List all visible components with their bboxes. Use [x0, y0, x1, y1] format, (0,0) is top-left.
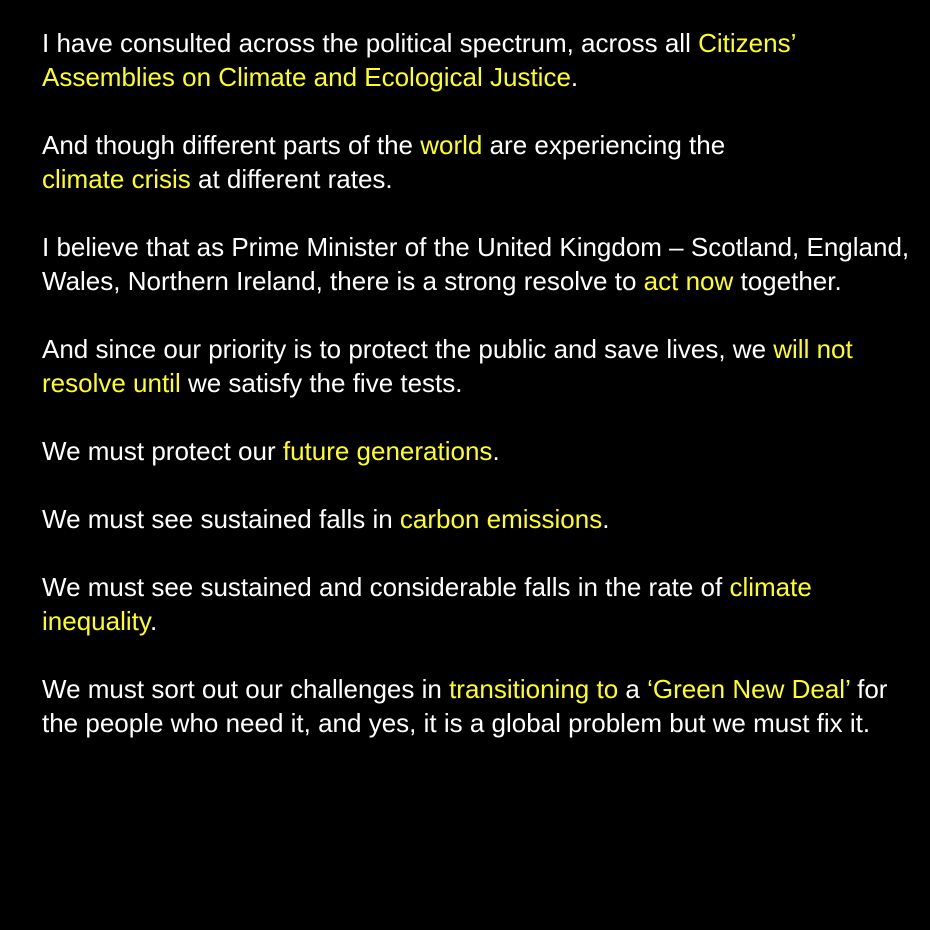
text-segment: And since our priority is to protect the public and save lives, we — [42, 334, 774, 364]
text-segment: We must protect our — [42, 436, 283, 466]
highlighted-phrase: climate inequality — [42, 572, 812, 636]
text-segment: . — [570, 62, 579, 92]
text-segment: a — [618, 674, 648, 704]
text-segment: We must see sustained falls in — [42, 504, 400, 534]
highlighted-phrase: ‘Green New Deal’ — [647, 674, 850, 704]
paragraph-5 — [42, 434, 912, 468]
highlighted-phrase: carbon emissions — [399, 504, 603, 534]
text-segment: We must sort out our challenges in — [42, 674, 450, 704]
paragraph-4 — [42, 332, 912, 400]
highlighted-phrase: will not resolve until — [42, 334, 853, 398]
paragraph-1 — [42, 26, 912, 94]
text-segment: together. — [733, 266, 842, 296]
highlighted-phrase: climate crisis — [42, 164, 191, 194]
highlighted-phrase: future generations — [282, 436, 493, 466]
paragraph-6 — [42, 502, 912, 536]
highlighted-phrase: transitioning to — [449, 674, 619, 704]
text-segment: for the people who need it, and yes, it is a global problem but we must fix it. — [42, 674, 888, 738]
paragraph-7 — [42, 570, 912, 638]
text-segment: I have consulted across the political spectrum, across all — [42, 28, 699, 58]
text-segment: And though different parts of the — [42, 130, 421, 160]
text-segment: at different rates. — [190, 164, 393, 194]
paragraph-2 — [42, 128, 912, 196]
paragraph-3 — [42, 230, 912, 298]
text-segment: we satisfy the five tests. — [180, 368, 463, 398]
text-segment: . — [149, 606, 158, 636]
text-segment: We must see sustained and considerable falls in the rate of — [42, 572, 730, 602]
highlighted-phrase: Citizens’ Assemblies on Climate and Ecological Justice — [42, 28, 796, 92]
text-segment: I believe that as Prime Minister of the United Kingdom – Scotland, England, Wales, Northern Ireland, there is a strong resolve to — [42, 232, 910, 296]
text-segment: are experiencing the — [482, 130, 726, 160]
highlighted-phrase: act now — [643, 266, 734, 296]
speech-text — [42, 26, 912, 774]
text-segment: . — [602, 504, 610, 534]
text-segment: . — [492, 436, 500, 466]
paragraph-8 — [42, 672, 912, 740]
highlighted-phrase: world — [420, 130, 483, 160]
